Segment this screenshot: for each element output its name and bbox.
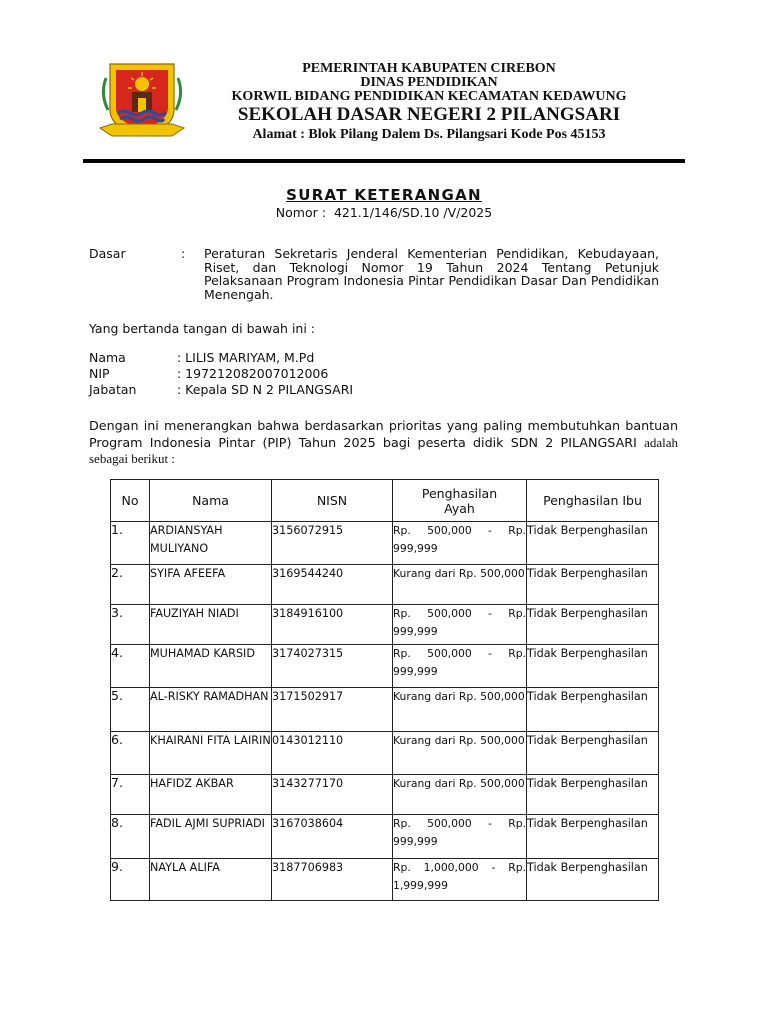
table-header-row: [111, 480, 659, 522]
signer-nip-label: NIP: [89, 366, 110, 381]
cell-no: 7.: [111, 775, 150, 815]
cell-nama: NAYLA ALIFA: [150, 859, 272, 901]
letterhead-government: PEMERINTAH KABUPATEN CIREBON: [302, 61, 556, 76]
cell-penghasilan-ibu: Tidak Berpenghasilan: [527, 605, 659, 645]
cell-penghasilan-ibu: Tidak Berpenghasilan: [527, 775, 659, 815]
table-row: [111, 859, 659, 901]
cell-no: 4.: [111, 645, 150, 688]
cell-penghasilan-ayah: Rp. 500,000 - Rp. 999,999: [393, 522, 527, 565]
cell-no: 3.: [111, 605, 150, 645]
table-row: [111, 732, 659, 775]
cell-penghasilan-ayah: Rp. 1,000,000 - Rp. 1,999,999: [393, 859, 527, 901]
cell-nisn: 3167038604: [272, 815, 393, 859]
cell-penghasilan-ayah: Kurang dari Rp. 500,000: [393, 732, 527, 775]
cell-nisn: 3174027315: [272, 645, 393, 688]
letterhead-korwil: KORWIL BIDANG PENDIDIKAN KECAMATAN KEDAWUNG: [231, 89, 627, 104]
cell-nisn: 3184916100: [272, 605, 393, 645]
header-nisn: NISN: [272, 480, 393, 522]
cell-penghasilan-ayah: Kurang dari Rp. 500,000: [393, 775, 527, 815]
table-row: [111, 522, 659, 565]
cell-nisn: 3156072915: [272, 522, 393, 565]
cell-penghasilan-ayah: Rp. 500,000 - Rp. 999,999: [393, 815, 527, 859]
cell-penghasilan-ibu: Tidak Berpenghasilan: [527, 645, 659, 688]
cell-penghasilan-ayah: Rp. 500,000 - Rp. 999,999: [393, 605, 527, 645]
letter-number: [0, 205, 768, 220]
table-row: [111, 775, 659, 815]
cell-penghasilan-ibu: Tidak Berpenghasilan: [527, 688, 659, 732]
cell-no: 6.: [111, 732, 150, 775]
dasar-colon: :: [181, 246, 186, 261]
letterhead-address: Alamat : Blok Pilang Dalem Ds. Pilangsari Kode Pos 45153: [252, 127, 606, 142]
cell-penghasilan-ibu: Tidak Berpenghasilan: [527, 859, 659, 901]
student-table: [110, 479, 659, 901]
table-row: [111, 645, 659, 688]
letter-number-label: Nomor :: [275, 205, 326, 220]
statement-tail: adalah sebagai berikut :: [89, 434, 678, 466]
table-row: [111, 565, 659, 605]
cell-penghasilan-ibu: Tidak Berpenghasilan: [527, 565, 659, 605]
table-row: [111, 815, 659, 859]
letter-title: SURAT KETERANGAN: [286, 186, 482, 204]
cell-penghasilan-ayah: Kurang dari Rp. 500,000: [393, 565, 527, 605]
cell-no: 5.: [111, 688, 150, 732]
header-penghasilan-ayah: Penghasilan Ayah: [393, 480, 527, 522]
cell-nisn: 3143277170: [272, 775, 393, 815]
statement-paragraph: [89, 418, 678, 468]
header-penghasilan-ibu: Penghasilan Ibu: [527, 480, 659, 522]
letterhead-school-name: SEKOLAH DASAR NEGERI 2 PILANGSARI: [237, 104, 621, 125]
cell-nama: KHAIRANI FITA LAIRIN: [150, 732, 272, 775]
cell-nisn: 0143012110: [272, 732, 393, 775]
cell-no: 1.: [111, 522, 150, 565]
cell-penghasilan-ibu: Tidak Berpenghasilan: [527, 522, 659, 565]
cell-nama: SYIFA AFEEFA: [150, 565, 272, 605]
signer-intro: Yang bertanda tangan di bawah ini :: [89, 321, 316, 336]
cell-no: 2.: [111, 565, 150, 605]
signer-name-label: Nama: [89, 350, 126, 365]
signer-nip-value: : 197212082007012006: [177, 366, 329, 381]
signer-position-value: : Kepala SD N 2 PILANGSARI: [177, 382, 354, 397]
cell-nisn: 3171502917: [272, 688, 393, 732]
cell-nama: FADIL AJMI SUPRIADI: [150, 815, 272, 859]
cell-penghasilan-ayah: Kurang dari Rp. 500,000: [393, 688, 527, 732]
table-row: [111, 688, 659, 732]
header-no: No: [111, 480, 150, 522]
cell-nama: AL-RISKY RAMADHAN: [150, 688, 272, 732]
dasar-text: Peraturan Sekretaris Jenderal Kementerian Pendidikan, Kebudayaan, Riset, dan Teknologi Nomor 19 Tahun 2024 Tentang Petunjuk Pelaksanaan Program Indonesia Pintar Pendidikan Dasar Dan Pendidikan Menengah.: [204, 246, 659, 302]
letterhead-divider: [83, 159, 685, 163]
letter-number-value: 421.1/146/SD.10 /V/2025: [333, 205, 493, 220]
cell-nama: ARDIANSYAH MULIYANO: [150, 522, 272, 565]
cell-nisn: 3169544240: [272, 565, 393, 605]
cell-no: 8.: [111, 815, 150, 859]
cell-nama: HAFIDZ AKBAR: [150, 775, 272, 815]
cell-nama: MUHAMAD KARSID: [150, 645, 272, 688]
cell-penghasilan-ibu: Tidak Berpenghasilan: [527, 815, 659, 859]
signer-position-label: Jabatan: [89, 382, 137, 397]
header-nama: Nama: [150, 480, 272, 522]
kabupaten-cirebon-logo: [98, 58, 186, 148]
statement-text: Dengan ini menerangkan bahwa berdasarkan prioritas yang paling membutuhkan bantuan Program Indonesia Pintar (PIP) Tahun 2025 bagi peserta didik SDN 2 PILANGSARI: [89, 418, 678, 450]
cell-no: 9.: [111, 859, 150, 901]
table-row: [111, 605, 659, 645]
cell-nama: FAUZIYAH NIADI: [150, 605, 272, 645]
letterhead-agency: DINAS PENDIDIKAN: [360, 75, 498, 90]
dasar-label: Dasar: [89, 246, 126, 261]
cell-penghasilan-ayah: Rp. 500,000 - Rp. 999,999: [393, 645, 527, 688]
cell-nisn: 3187706983: [272, 859, 393, 901]
cell-penghasilan-ibu: Tidak Berpenghasilan: [527, 732, 659, 775]
signer-name-value: : LILIS MARIYAM, M.Pd: [177, 350, 315, 365]
